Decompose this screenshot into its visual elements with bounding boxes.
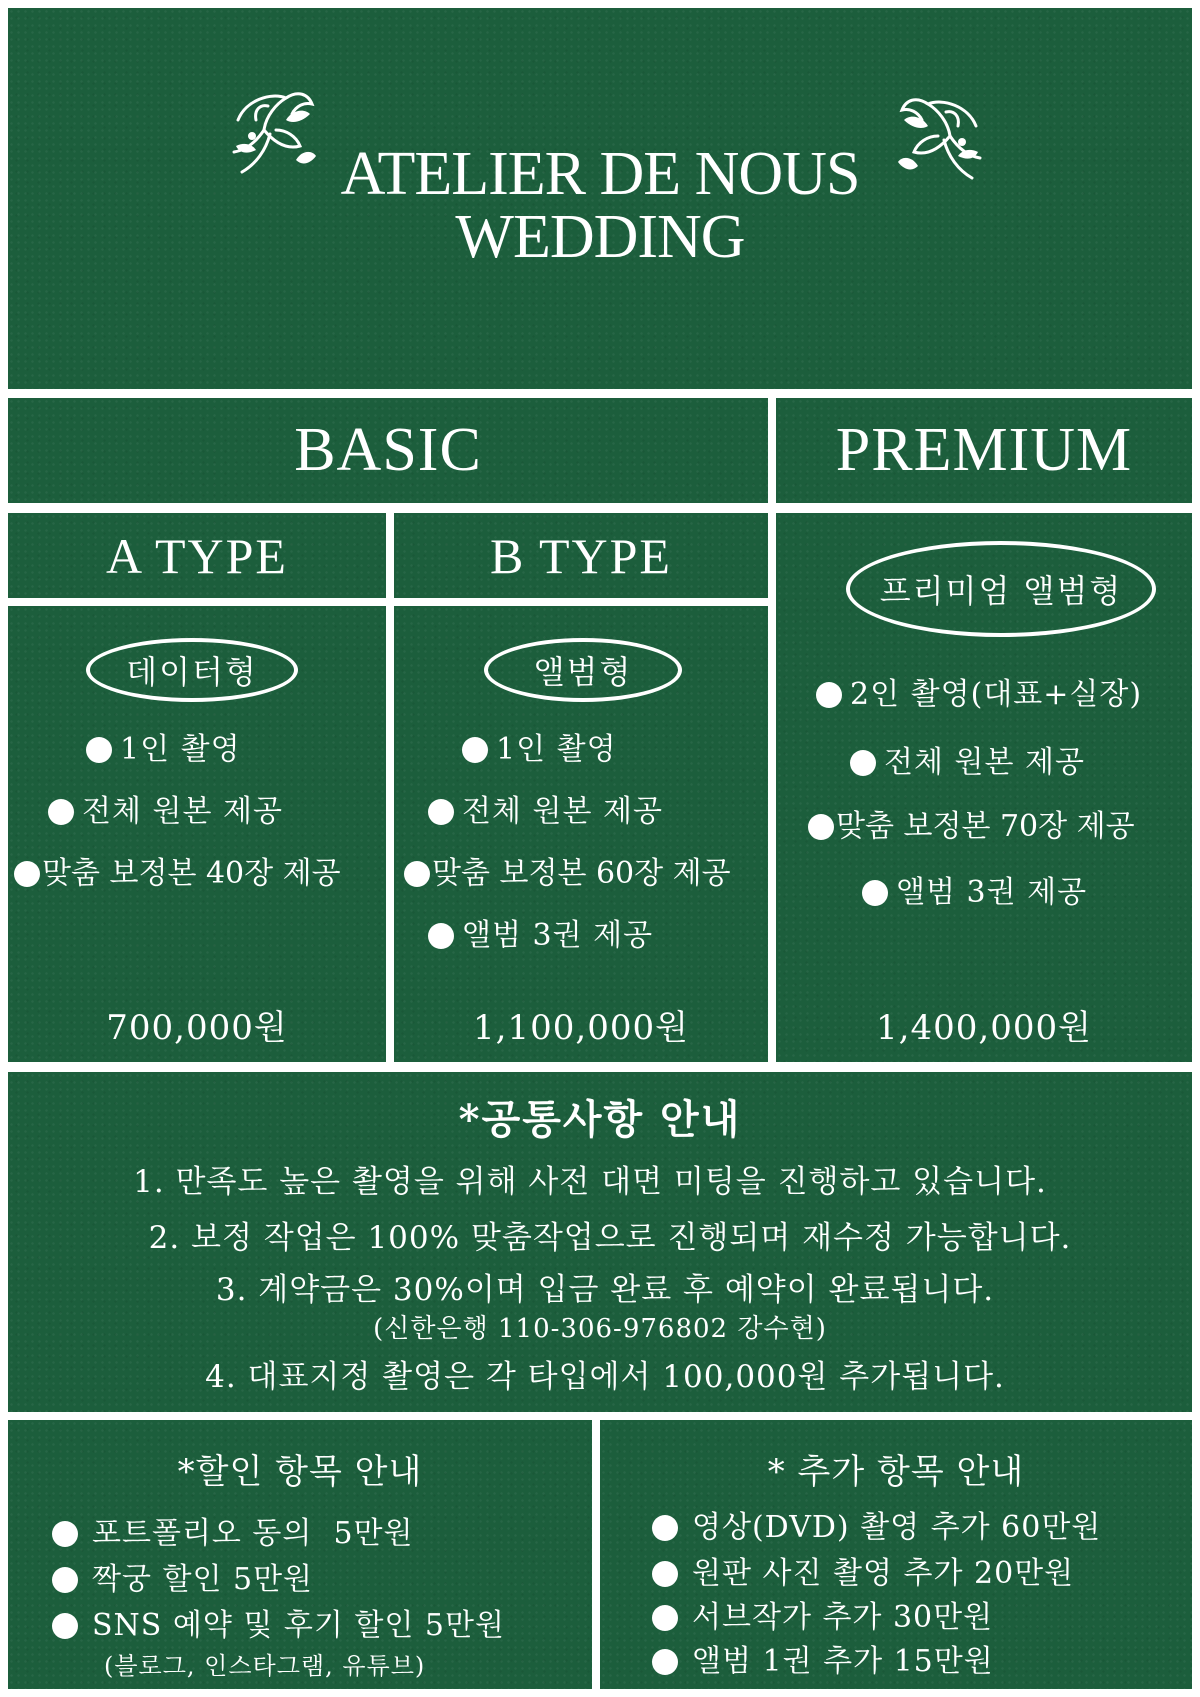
addition-item: 서브작가 추가 30만원: [652, 1598, 993, 1638]
basic-title: BASIC: [294, 416, 482, 484]
feature-item: 2인 촬영(대표+실장): [816, 675, 1142, 715]
premium-category-header: [776, 398, 1192, 503]
bullet-icon: [652, 1561, 678, 1587]
premium-badge: 프리미엄 앨범형: [846, 541, 1156, 637]
info-line: 2. 보정 작업은 100% 맞춤작업으로 진행되며 재수정 가능합니다.: [148, 1220, 1072, 1256]
addition-title: * 추가 항목 안내: [767, 1452, 1025, 1492]
info-line: 1. 만족도 높은 촬영을 위해 사전 대면 미팅을 진행하고 있습니다.: [133, 1164, 1047, 1200]
discount-item: SNS 예약 및 후기 할인 5만원: [52, 1606, 505, 1646]
discount-item: 짝궁 할인 5만원: [52, 1560, 313, 1600]
bullet-icon: [652, 1649, 678, 1675]
b-type-badge: 앨범형: [484, 638, 682, 702]
feature-item: 전체 원본 제공: [48, 792, 283, 832]
addition-item: 영상(DVD) 촬영 추가 60만원: [652, 1508, 1101, 1548]
brand-subtitle: WEDDING: [455, 203, 745, 271]
a-type-package: [8, 606, 386, 1062]
brand-name: ATELIER DE NOUS: [340, 140, 860, 208]
feature-item: 맞춤 보정본 40장 제공: [14, 854, 341, 894]
a-type-title: A TYPE: [106, 527, 288, 584]
discount-item: 포트폴리오 동의 5만원: [52, 1514, 414, 1554]
bullet-icon: [428, 923, 454, 949]
addition-item: 원판 사진 촬영 추가 20만원: [652, 1554, 1074, 1594]
feature-item: 전체 원본 제공: [428, 792, 663, 832]
info-line: 3. 계약금은 30%이며 입금 완료 후 예약이 완료됩니다.: [215, 1272, 995, 1308]
bullet-icon: [862, 880, 888, 906]
b-type-price: 1,100,000원: [473, 1008, 689, 1048]
bullet-icon: [86, 737, 112, 763]
bullet-icon: [428, 799, 454, 825]
addition-panel: [600, 1420, 1192, 1689]
feature-item: 앨범 3권 제공: [428, 916, 653, 956]
bullet-icon: [850, 750, 876, 776]
feature-item: 맞춤 보정본 70장 제공: [808, 807, 1135, 847]
common-info-title: *공통사항 안내: [458, 1096, 742, 1143]
bullet-icon: [52, 1613, 78, 1639]
discount-title: *할인 항목 안내: [177, 1452, 423, 1492]
basic-category-header: [8, 398, 768, 503]
feature-item: 전체 원본 제공: [850, 743, 1085, 783]
bank-account-info: (신한은행 110-306-976802 강수현): [373, 1314, 827, 1344]
premium-package: [776, 513, 1192, 1062]
b-type-title: B TYPE: [490, 527, 672, 584]
bullet-icon: [52, 1567, 78, 1593]
common-info-panel: [8, 1072, 1192, 1412]
info-line: 4. 대표지정 촬영은 각 타입에서 100,000원 추가됩니다.: [205, 1359, 1005, 1395]
bullet-icon: [652, 1515, 678, 1541]
a-type-header: [8, 513, 386, 598]
feature-item: 앨범 3권 제공: [862, 873, 1087, 913]
feature-item: 1인 촬영: [462, 730, 617, 770]
premium-price: 1,400,000원: [876, 1008, 1092, 1048]
bullet-icon: [14, 861, 40, 887]
discount-panel: [8, 1420, 592, 1689]
a-type-price: 700,000원: [106, 1008, 288, 1048]
header-panel: [8, 8, 1192, 389]
bullet-icon: [652, 1605, 678, 1631]
feature-item: 맞춤 보정본 60장 제공: [404, 854, 731, 894]
b-type-header: [394, 513, 768, 598]
bullet-icon: [404, 861, 430, 887]
sns-note: (블로그, 인스타그램, 유튜브): [104, 1652, 426, 1680]
feature-item: 1인 촬영: [86, 730, 241, 770]
bullet-icon: [48, 799, 74, 825]
bullet-icon: [52, 1521, 78, 1547]
bullet-icon: [816, 682, 842, 708]
bullet-icon: [462, 737, 488, 763]
addition-item: 앨범 1권 추가 15만원: [652, 1642, 994, 1682]
bullet-icon: [808, 814, 834, 840]
b-type-package: [394, 606, 768, 1062]
premium-title: PREMIUM: [835, 416, 1133, 484]
a-type-badge: 데이터형: [86, 638, 298, 702]
